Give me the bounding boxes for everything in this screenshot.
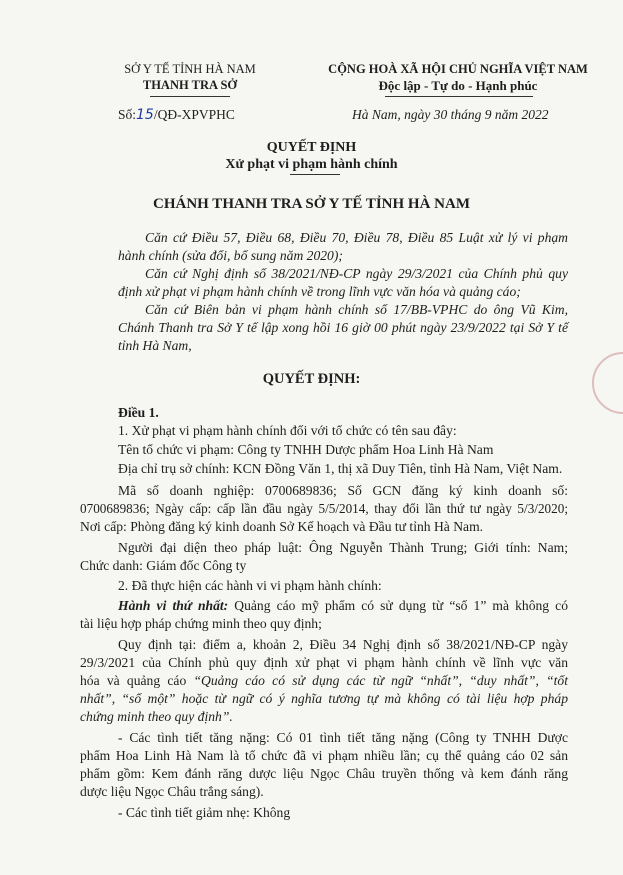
can-cu-2b: định xử phạt vi phạm hành chính về trong lĩnh vực văn hóa và quảng cáo;	[118, 284, 521, 299]
handwritten-number: 15	[136, 107, 154, 123]
title-sub: Xử phạt vi phạm hành chính	[225, 157, 398, 172]
article-1-line-1: 1. Xử phạt vi phạm hành chính đối với tổ chức có tên sau đây:	[118, 423, 457, 438]
article-1-line-4a: Mã số doanh nghiệp: 0700689836; Số GCN đăng ký kinh doanh số:	[118, 483, 568, 498]
violation-1-line-b: tài liệu hợp pháp chứng minh theo quy định;	[80, 616, 322, 631]
motto-underline	[385, 96, 533, 97]
regulation-line-c	[80, 672, 568, 690]
can-cu-2a: Căn cứ Nghị định số 38/2021/NĐ-CP ngày 29/3/2021 của Chính phủ quy	[145, 266, 568, 281]
org-line-1: SỞ Y TẾ TỈNH HÀ NAM	[124, 62, 256, 76]
decision-number	[118, 107, 235, 123]
article-1-line-4c: Nơi cấp: Phòng đăng ký kinh doanh Sở Kế hoạch và Đầu tư tỉnh Hà Nam.	[80, 519, 484, 534]
aggravating-line-a: - Các tình tiết tăng nặng: Có 01 tình tiết tăng nặng (Công ty TNHH Dược	[118, 730, 568, 745]
mitigating-line: - Các tình tiết giảm nhẹ: Không	[118, 805, 291, 820]
date-line: Hà Nam, ngày 30 tháng 9 năm 2022	[352, 107, 549, 122]
article-1-heading: Điều 1.	[118, 405, 159, 420]
regulation-quote-start: “Quảng cáo có sử dụng các từ ngữ “nhất”, “duy nhất”, “tốt	[193, 673, 568, 688]
aggravating-line-b: phẩm Hoa Linh Hà Nam là tổ chức đã vi phạm nhiều lần; cụ thể quảng cáo 02 sản	[80, 748, 568, 763]
violation-1-text: Quảng cáo mỹ phẩm có sử dụng từ “số 1” mà không có	[228, 598, 568, 613]
title-main: QUYẾT ĐỊNH	[266, 140, 357, 155]
org-line-2: THANH TRA SỞ	[142, 78, 238, 92]
number-suffix: /QĐ-XPVPHC	[153, 107, 235, 122]
number-prefix: Số:	[118, 107, 137, 122]
aggravating-line-c: phẩm gồm: Kem đánh răng dược liệu Ngọc Châu truyền thống và kem đánh răng	[80, 766, 568, 781]
article-1-line-6: 2. Đã thực hiện các hành vi vi phạm hành chính:	[118, 578, 382, 593]
regulation-plain: hóa và quảng cáo	[80, 673, 194, 688]
regulation-line-e: chứng minh theo quy định”.	[80, 709, 233, 724]
can-cu-3b: Chánh Thanh tra Sở Y tế lập xong hồi 16 giờ 00 phút ngày 23/9/2022 tại Sở Y tế	[118, 320, 568, 335]
article-1-line-4b: 0700689836; Ngày cấp: cấp lần đầu ngày 5/5/2014, thay đổi lần thứ tư ngày 5/3/2020;	[80, 501, 568, 516]
article-1-line-2: Tên tổ chức vi phạm: Công ty TNHH Dược phẩm Hoa Linh Hà Nam	[118, 442, 494, 457]
violation-1-label: Hành vi thứ nhất:	[118, 598, 229, 613]
authority-title: CHÁNH THANH TRA SỞ Y TẾ TỈNH HÀ NAM	[153, 196, 470, 212]
national-motto: Độc lập - Tự do - Hạnh phúc	[378, 78, 538, 93]
can-cu-1b: hành chính (sửa đổi, bổ sung năm 2020);	[118, 248, 343, 263]
regulation-line-a: Quy định tại: điểm a, khoản 2, Điều 34 Nghị định số 38/2021/NĐ-CP ngày	[118, 637, 568, 652]
decision-heading: QUYẾT ĐỊNH:	[262, 371, 361, 387]
article-1-line-3: Địa chỉ trụ sở chính: KCN Đồng Văn 1, thị xã Duy Tiên, tỉnh Hà Nam, Việt Nam.	[118, 461, 563, 476]
aggravating-line-d: dược liệu Ngọc Châu trắng sáng).	[80, 784, 264, 799]
can-cu-3a: Căn cứ Biên bản vi phạm hành chính số 17/BB-VPHC do ông Vũ Kim,	[145, 302, 568, 317]
title-underline	[290, 174, 340, 175]
article-1-line-5b: Chức danh: Giám đốc Công ty	[80, 558, 247, 573]
article-1-line-5a: Người đại diện theo pháp luật: Ông Nguyễn Thành Trung; Giới tính: Nam;	[118, 540, 568, 555]
org-underline	[150, 96, 230, 97]
can-cu-1a: Căn cứ Điều 57, Điều 68, Điều 70, Điều 78, Điều 85 Luật xử lý vi phạm	[145, 230, 568, 245]
can-cu-3c: tỉnh Hà Nam,	[118, 338, 192, 353]
regulation-line-d: nhất”, “số một” hoặc từ ngữ có ý nghĩa tương tự mà không có tài liệu hợp pháp	[80, 691, 568, 706]
regulation-line-b: 29/3/2021 của Chính phủ quy định xử phạt vi phạm hành chính về lĩnh vực văn	[80, 655, 568, 670]
official-stamp	[592, 352, 623, 414]
nation-name: CỘNG HOÀ XÃ HỘI CHỦ NGHĨA VIỆT NAM	[328, 62, 588, 76]
violation-1-line-a	[118, 597, 568, 615]
